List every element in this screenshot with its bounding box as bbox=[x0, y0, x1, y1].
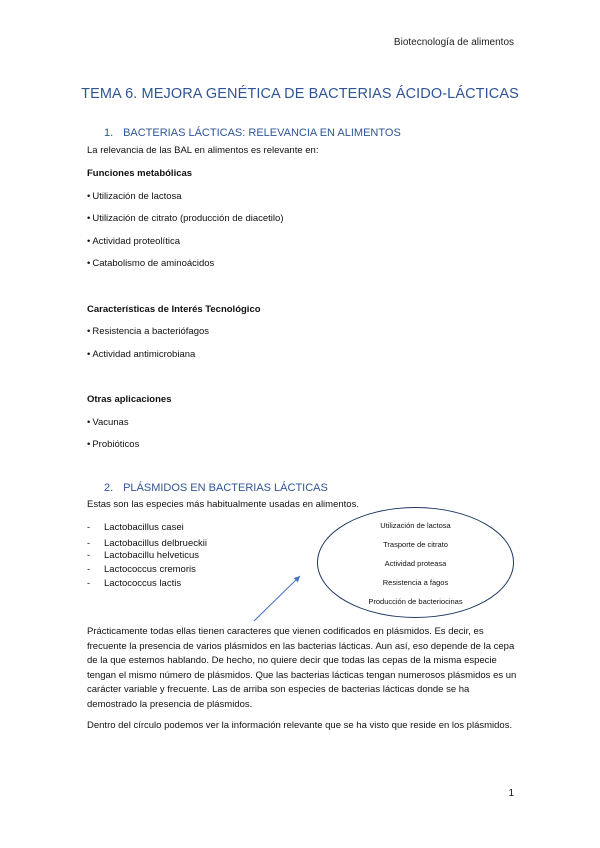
circle-item: Utilización de lactosa bbox=[380, 521, 451, 530]
group-title-metabolic: Funciones metabólicas bbox=[87, 168, 193, 179]
list-item: • Actividad antimicrobiana bbox=[87, 349, 195, 360]
section-2-intro: Estas son las especies más habitualmente usadas en alimentos. bbox=[87, 499, 359, 510]
species-name: Lactobacillus delbrueckii bbox=[104, 538, 207, 549]
section-1-number: 1. bbox=[104, 127, 114, 139]
section-1-intro: La relevancia de las BAL en alimentos es relevante en: bbox=[87, 145, 319, 156]
body-paragraph-2: Dentro del círculo podemos ver la información relevante que se ha visto que reside en los plásmidos. bbox=[87, 720, 513, 731]
species-name: Lactobacillus casei bbox=[104, 522, 184, 533]
list-item: • Utilización de lactosa bbox=[87, 191, 182, 202]
list-item: • Utilización de citrato (producción de diacetilo) bbox=[87, 213, 283, 224]
circle-item: Actividad proteasa bbox=[384, 559, 447, 568]
group-title-other: Otras aplicaciones bbox=[87, 394, 172, 405]
circle-item: Resistencia a fagos bbox=[382, 578, 449, 587]
list-item: • Catabolismo de aminoácidos bbox=[87, 258, 214, 269]
dash-marker: - bbox=[87, 564, 91, 575]
species-name: Lactococcus lactis bbox=[104, 578, 182, 589]
section-2-title: PLÁSMIDOS EN BACTERIAS LÁCTICAS bbox=[123, 482, 328, 494]
circle-item: Trasporte de citrato bbox=[383, 540, 448, 549]
body-paragraph-1: Prácticamente todas ellas tienen caracteres que vienen codificados en plásmidos. Es decir, es frecuente la presencia de varios plásmidos en las bacterias lácticas. Aun así, eso depende de la cepa de la que estemos hablando. De hecho, no quiere decir que todas las cepas de la misma especie tengan el mismo número de plásmidos. Que las bacterias lácticas tengan numerosos plásmidos es un carácter variable y frecuente. Las de arriba son especies de bacterias lácticas donde se ha demostrado la presencia de plásmidos. bbox=[87, 626, 517, 710]
species-name: Lactobacillu helveticus bbox=[104, 550, 200, 561]
list-item: • Actividad proteolítica bbox=[87, 236, 180, 247]
dash-marker: - bbox=[87, 550, 91, 561]
page-number: 1 bbox=[508, 788, 514, 799]
dash-marker: - bbox=[87, 538, 91, 549]
group-title-technological: Características de Interés Tecnológico bbox=[87, 304, 261, 315]
section-1-title: BACTERIAS LÁCTICAS: RELEVANCIA EN ALIMENTOS bbox=[123, 127, 401, 139]
species-name: Lactococcus cremoris bbox=[104, 564, 196, 575]
section-2-number: 2. bbox=[104, 482, 114, 494]
page-title: TEMA 6. MEJORA GENÉTICA DE BACTERIAS ÁCIDO-LÁCTICAS bbox=[81, 86, 519, 102]
dash-marker: - bbox=[87, 578, 91, 589]
list-item: • Probióticos bbox=[87, 439, 139, 450]
list-item: • Resistencia a bacteriófagos bbox=[87, 326, 209, 337]
dash-marker: - bbox=[87, 522, 91, 533]
list-item: • Vacunas bbox=[87, 417, 129, 428]
running-header: Biotecnología de alimentos bbox=[393, 37, 514, 48]
circle-item: Producción de bacteriocinas bbox=[368, 597, 463, 606]
